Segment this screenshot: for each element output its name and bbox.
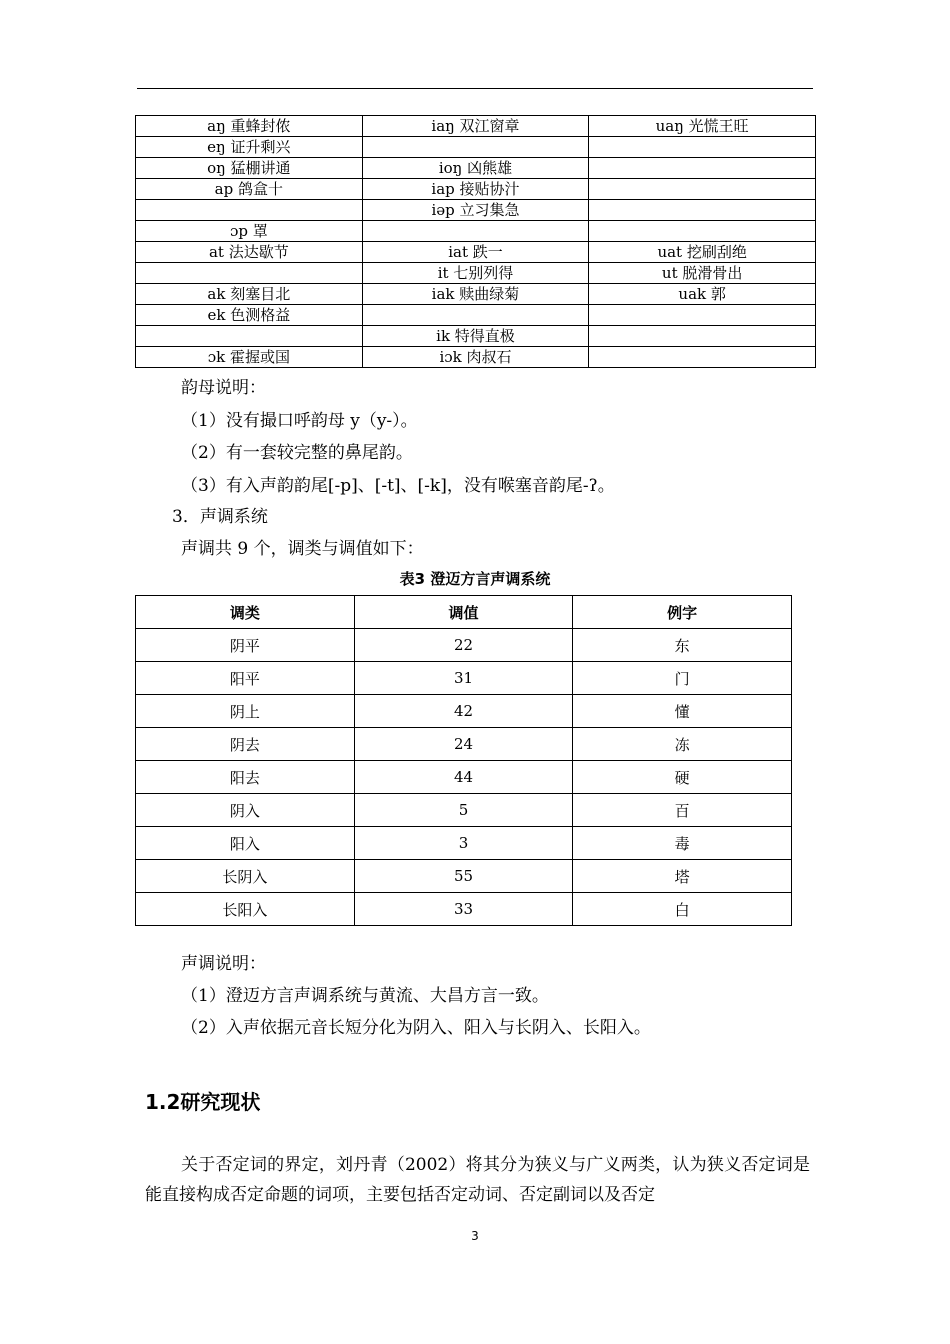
table-cell [362,137,589,158]
tone-section-intro: 声调共 9 个，调类与调值如下： [181,539,424,559]
table-cell: ek 色测格益 [136,305,363,326]
table-row [136,284,816,305]
column-header: 调类 [136,596,355,629]
table-row [136,827,792,860]
table-row [136,200,816,221]
table-row [136,242,816,263]
table-cell: 33 [354,893,573,926]
table-cell: 长阳入 [136,893,355,926]
table-cell [136,263,363,284]
table-row [136,263,816,284]
table-cell: 22 [354,629,573,662]
table-cell: iat 跌一 [362,242,589,263]
table-cell: 42 [354,695,573,728]
finals-notes-title: 韵母说明： [181,378,266,398]
table-cell: 阴平 [136,629,355,662]
finals-note-item: （3）有入声韵韵尾[-p]、[-t]、[-k]，没有喉塞音韵尾-ʔ。 [181,476,615,496]
table-cell: 白 [573,893,792,926]
table-cell: 55 [354,860,573,893]
table-cell: ɔp 罩 [136,221,363,242]
table-cell: iəp 立习集急 [362,200,589,221]
table-cell: iak 赎曲绿菊 [362,284,589,305]
table-cell: 5 [354,794,573,827]
table-row [136,116,816,137]
column-header: 调值 [354,596,573,629]
table-row [136,893,792,926]
table-cell: iaŋ 双江窗章 [362,116,589,137]
body-paragraph: 关于否定词的界定，刘丹青（2002）将其分为狭义与广义两类，认为狭义否定词是能直接构成否定命题的词项，主要包括否定动词、否定副词以及否定 [145,1155,810,1205]
table-cell [362,221,589,242]
table-cell: 阴去 [136,728,355,761]
table-row [136,629,792,662]
section-heading: 1.2研究现状 [145,1090,261,1114]
table-cell [589,200,816,221]
table-cell: 百 [573,794,792,827]
table-cell [589,347,816,368]
table-cell: uak 郭 [589,284,816,305]
table-cell: 东 [573,629,792,662]
table-cell [589,158,816,179]
table-cell [589,137,816,158]
table-cell: 长阴入 [136,860,355,893]
table-cell [136,200,363,221]
table-cell [362,305,589,326]
table-cell: aŋ 重蜂封侬 [136,116,363,137]
table-cell: 阳入 [136,827,355,860]
table-cell: 塔 [573,860,792,893]
table-cell: 毒 [573,827,792,860]
finals-note-item: （1）没有撮口呼韵母 y（y-）。 [181,411,418,431]
table-cell: oŋ 猛棚讲通 [136,158,363,179]
table-cell: 阴入 [136,794,355,827]
table-row [136,305,816,326]
table-row [136,326,816,347]
table-cell [589,221,816,242]
table-cell: ioŋ 凶熊雄 [362,158,589,179]
table-cell: 3 [354,827,573,860]
table-row [136,221,816,242]
header-rule [137,88,813,89]
table-cell: eŋ 证升剩兴 [136,137,363,158]
table-cell: 懂 [573,695,792,728]
table-row [136,137,816,158]
tone-section-heading: 3．声调系统 [172,507,268,527]
table-cell: uat 挖刷刮绝 [589,242,816,263]
tone-note-item: （2）入声依据元音长短分化为阴入、阳入与长阴入、长阳入。 [181,1018,651,1038]
table-cell: iap 接贴协汁 [362,179,589,200]
table-row [136,662,792,695]
table-cell: 冻 [573,728,792,761]
table-row [136,860,792,893]
page-number: 3 [471,1229,479,1243]
table-cell [589,179,816,200]
finals-table [135,115,816,368]
table-cell: ik 特得直极 [362,326,589,347]
tone-table [135,595,792,926]
table-cell: ak 刻塞目北 [136,284,363,305]
table-cell: 阴上 [136,695,355,728]
table-row [136,794,792,827]
table-cell: 24 [354,728,573,761]
table-cell: ut 脱滑骨出 [589,263,816,284]
table-cell [136,326,363,347]
table-cell: 31 [354,662,573,695]
table-cell: 硬 [573,761,792,794]
table-row [136,695,792,728]
tone-note-item: （1）澄迈方言声调系统与黄流、大昌方言一致。 [181,986,549,1006]
tone-notes-title: 声调说明： [181,954,266,974]
table-cell: 44 [354,761,573,794]
table-cell: 阳去 [136,761,355,794]
table-header-row [136,596,792,629]
table-cell: ap 鸽盒十 [136,179,363,200]
table-cell: iɔk 肉叔石 [362,347,589,368]
table-row [136,158,816,179]
table-cell: it 七别列得 [362,263,589,284]
table-cell: ɔk 霍握或国 [136,347,363,368]
column-header: 例字 [573,596,792,629]
table-row [136,761,792,794]
table-cell [589,326,816,347]
table-cell: at 法达歇节 [136,242,363,263]
table-row [136,347,816,368]
tone-table-caption: 表3 澄迈方言声调系统 [399,570,551,588]
table-cell: 阳平 [136,662,355,695]
table-cell [589,305,816,326]
table-cell: uaŋ 光慌王旺 [589,116,816,137]
table-cell: 门 [573,662,792,695]
finals-note-item: （2）有一套较完整的鼻尾韵。 [181,443,413,463]
table-row [136,728,792,761]
table-row [136,179,816,200]
